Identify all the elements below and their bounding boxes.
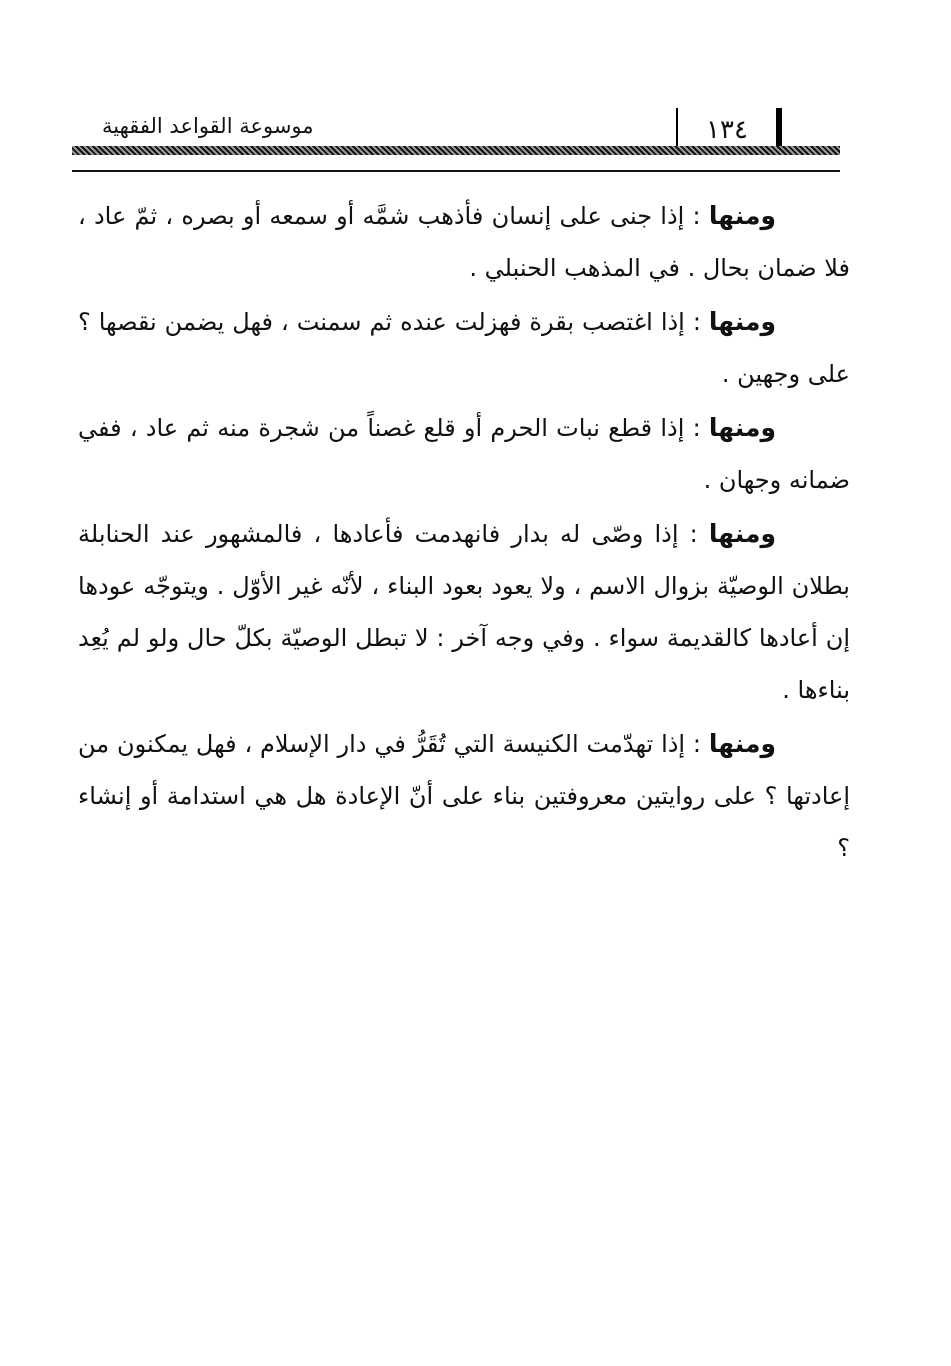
paragraph-text: : إذا تهدّمت الكنيسة التي تُقَرُّ في دار الإسلام ، فهل يمكنون من إعادتها ؟ على روايتين معروفتين بناء على أنّ الإعادة هل هي استدامة أو إنشاء ؟ [78, 730, 850, 862]
paragraph-lead: ومنها [708, 413, 776, 442]
paragraph-text: : إذا جنى على إنسان فأذهب شمَّه أو سمعه أو بصره ، ثمّ عاد ، فلا ضمان بحال . في المذهب الحنبلي . [78, 202, 850, 282]
header-thin-rule [72, 170, 840, 172]
header-hatched-rule [72, 146, 840, 155]
paragraph-lead: ومنها [708, 519, 776, 548]
paragraph-text: : إذا وصّى له بدار فانهدمت فأعادها ، فالمشهور عند الحنابلة بطلان الوصيّة بزوال الاسم ، ولا يعود بعود البناء ، لأنّه غير الأوّل . ويتوجّه عودها إن أعادها كالقديمة سواء . وفي وجه آخر : لا تبطل الوصيّة بكلّ حال ولو لم يُعِد بناءها . [78, 520, 850, 704]
paragraph-lead: ومنها [708, 201, 776, 230]
page-body [78, 190, 850, 876]
paragraph-text: : إذا اغتصب بقرة فهزلت عنده ثم سمنت ، فهل يضمن نقصها ؟ على وجهين . [78, 308, 850, 388]
paragraph [78, 508, 850, 716]
paragraph [78, 296, 850, 400]
paragraph [78, 402, 850, 506]
paragraph-lead: ومنها [708, 307, 776, 336]
paragraph-lead: ومنها [708, 729, 776, 758]
paragraph [78, 190, 850, 294]
paragraph [78, 718, 850, 874]
page-number: ١٣٤ [676, 108, 782, 152]
book-title: موسوعة القواعد الفقهية [102, 114, 314, 138]
paragraph-text: : إذا قطع نبات الحرم أو قلع غصناً من شجرة منه ثم عاد ، ففي ضمانه وجهان . [78, 414, 850, 494]
